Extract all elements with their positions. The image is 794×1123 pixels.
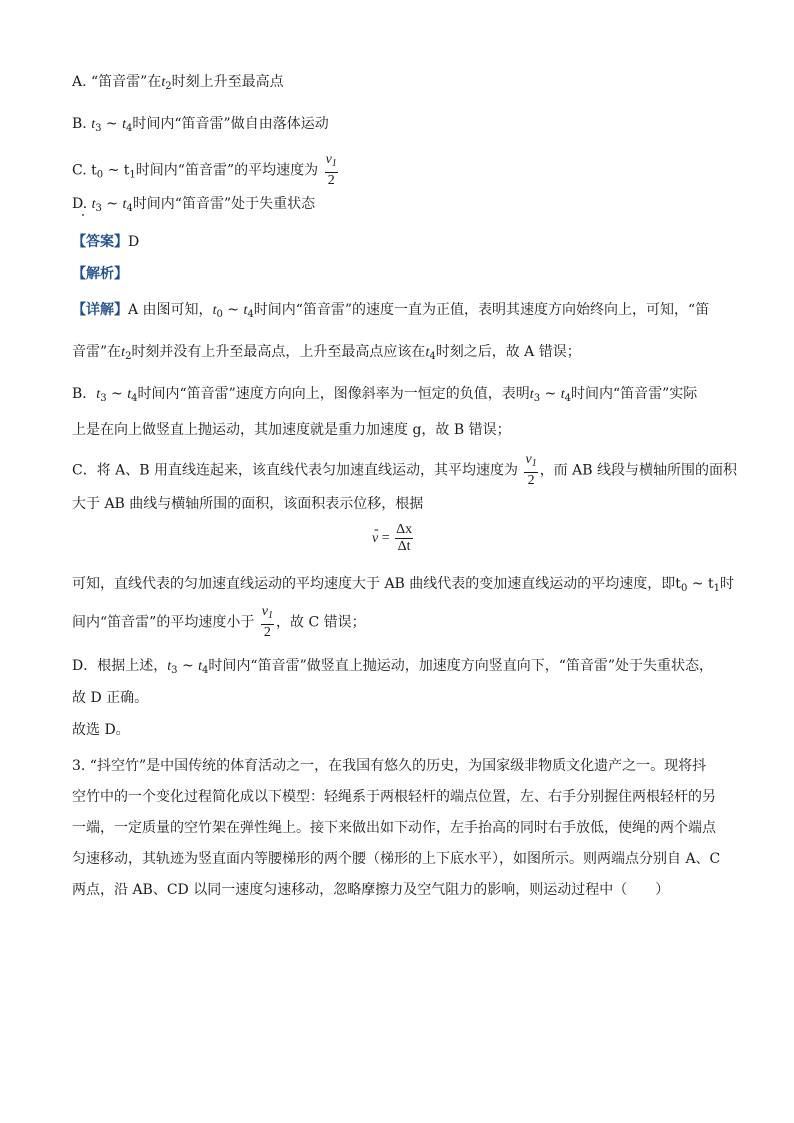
- question-3-line-5: 两点，沿 AB、CD 以同一速度匀速移动，忽略摩擦力及空气阻力的影响，则运动过程中（ ）: [72, 882, 670, 898]
- analysis-heading: 【解析】: [72, 266, 128, 282]
- answer-tag: 【答案】: [72, 234, 128, 250]
- option-b: B. $t_3$ ~ $t_4$时间内“笛音雷”做自由落体运动: [72, 116, 329, 134]
- fraction-v1-over-2: $\frac{v_1}{2}$: [261, 604, 273, 640]
- answer-line: [72, 232, 139, 252]
- detail-line-2: 音雷”在$t_2$时刻并没有上升至最高点，上升至最高点应该在$t_4$时刻之后，故 A 错误；: [72, 344, 581, 362]
- fraction-v1-over-2: $\frac{v_1}{2}$: [325, 152, 337, 188]
- detail-line-5: C．将 A、B 用直线连起来，该直线代表匀加速直线运动，其平均速度为 $\frac{v_1}{2}$ ，而 AB 线段与横轴所围的面积: [72, 452, 737, 488]
- question-3-line-1: 3. “抖空竹”是中国传统的体育活动之一，在我国有悠久的历史，为国家级非物质文化遗产之一。现将抖: [72, 758, 707, 774]
- average-velocity-formula: - v = $\frac{\Delta x}{\Delta t}$: [372, 522, 415, 555]
- option-c: C. $t_0$ ~ $t_1$时间内“笛音雷”的平均速度为 $\frac{v_1}{2}$: [72, 152, 337, 188]
- option-label: D.: [72, 196, 88, 212]
- detail-line-1: 【详解】A 由图可知，$t_0$ ~ $t_4$时间内“笛音雷”的速度一直为正值，表明其速度方向始终向上，可知，“笛: [72, 302, 710, 320]
- question-3-line-3: 一端，一定质量的空竹架在弹性绳上。接下来做出如下动作，左手抬高的同时右手放低，使绳的两个端点: [72, 820, 716, 836]
- detail-line-7: 可知，直线代表的匀加速直线运动的平均速度大于 AB 曲线代表的变加速直线运动的平均速度，即$t_0$ ~ $t_1$时: [72, 576, 734, 594]
- detail-line-11: 故选 D。: [72, 722, 130, 738]
- detail-line-9: D．根据上述，$t_3$ ~ $t_4$时间内“笛音雷”做竖直上抛运动，加速度方向竖直向下，“笛音雷”处于失重状态，: [72, 658, 714, 676]
- detail-line-3: B．$t_3$ ~ $t_4$时间内“笛音雷”速度方向向上，图像斜率为一恒定的负值，表明$t_3$ ~ $t_4$时间内“笛音雷”实际: [72, 386, 698, 404]
- detail-line-8: 间内“笛音雷”的平均速度小于 $\frac{v_1}{2}$ ，故 C 错误；: [72, 604, 366, 640]
- option-d: D. $t_3$ ~ $t_4$时间内“笛音雷”处于失重状态: [72, 196, 316, 214]
- detail-line-10: 故 D 正确。: [72, 690, 149, 706]
- detail-line-6: 大于 AB 曲线与横轴所围的面积，该面积表示位移，根据: [72, 496, 424, 512]
- detail-line-4: 上是在向上做竖直上抛运动，其加速度就是重力加速度 g，故 B 错误；: [72, 422, 511, 438]
- option-label: C.: [72, 162, 87, 179]
- question-3-line-2: 空竹中的一个变化过程简化成以下模型：轻绳系于两根轻杆的端点位置，左、右手分别握住两根轻杆的另: [72, 789, 716, 805]
- stray-dot: [82, 214, 84, 216]
- question-3-line-4: 匀速移动，其轨迹为竖直面内等腰梯形的两个腰（梯形的上下底水平），如图所示。则两端点分别自 A、C: [72, 851, 721, 867]
- option-label: A.: [72, 74, 87, 90]
- answer-value: D: [128, 234, 140, 250]
- option-label: B.: [72, 116, 87, 132]
- option-a: A. “笛音雷”在$t_2$时刻上升至最高点: [72, 74, 284, 92]
- fraction-v1-over-2: $\frac{v_1}{2}$: [525, 452, 537, 488]
